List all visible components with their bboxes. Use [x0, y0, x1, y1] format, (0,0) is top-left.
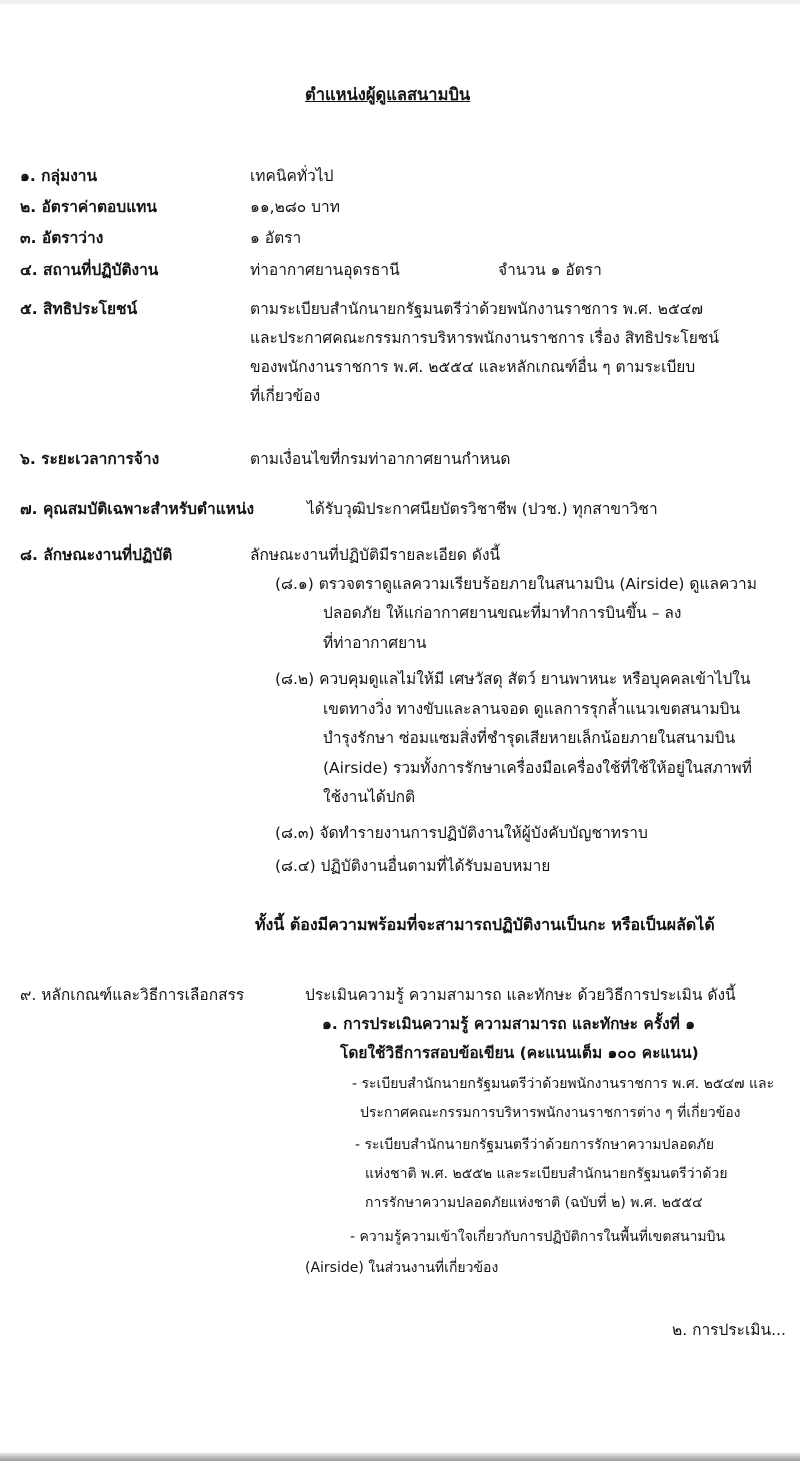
item-1-label: ๑. กลุ่มงาน [20, 167, 98, 185]
continued-marker: ๒. การประเมิน... [672, 1321, 786, 1339]
item-3-label: ๓. อัตราว่าง [20, 229, 104, 247]
item-6-value: ตามเงื่อนไขที่กรมท่าอากาศยานกำหนด [250, 450, 511, 468]
item-8-intro: ลักษณะงานที่ปฏิบัติมีรายละเอียด ดังนี้ [250, 546, 501, 564]
item-9-bullet: - ความรู้ความเข้าใจเกี่ยวกับการปฏิบัติการในพื้นที่เขตสนามบิน [350, 1229, 726, 1245]
item-7-value: ได้รับวุฒิประกาศนียบัตรวิชาชีพ (ปวช.) ทุกสาขาวิชา [307, 500, 658, 518]
item-6-label: ๖. ระยะเวลาการจ้าง [20, 450, 160, 468]
item-8-2: (๘.๒) ควบคุมดูแลไม่ให้มี เศษวัสดุ สัตว์ ยานพาหนะ หรือบุคคลเข้าไปใน [275, 670, 751, 688]
item-5-line: ของพนักงานราชการ พ.ศ. ๒๕๕๔ และหลักเกณฑ์อื่น ๆ ตามระเบียบ [250, 358, 696, 376]
item-8-1: (๘.๑) ตรวจตราดูแลความเรียบร้อยภายในสนามบิน (Airside) ดูแลความ [275, 575, 757, 593]
item-2-value: ๑๑,๒๘๐ บาท [250, 198, 340, 216]
item-9-bullet: การรักษาความปลอดภัยแห่งชาติ (ฉบับที่ ๒) พ.ศ. ๒๕๕๔ [365, 1195, 703, 1211]
item-2-label: ๒. อัตราค่าตอบแทน [20, 198, 157, 216]
item-8-2: เขตทางวิ่ง ทางขับและลานจอด ดูแลการรุกล้ำแนวเขตสนามบิน [323, 700, 741, 718]
shift-note: ทั้งนี้ ต้องมีความพร้อมที่จะสามารถปฏิบัติงานเป็นกะ หรือเป็นผลัดได้ [255, 915, 715, 934]
item-5-label: ๕. สิทธิประโยชน์ [20, 300, 138, 318]
item-9-bullet: - ระเบียบสำนักนายกรัฐมนตรีว่าด้วยการรักษาความปลอดภัย [355, 1137, 715, 1153]
item-9-bullet: แห่งชาติ พ.ศ. ๒๕๕๒ และระเบียบสำนักนายกรัฐมนตรีว่าด้วย [365, 1166, 728, 1182]
item-5-line: ตามระเบียบสำนักนายกรัฐมนตรีว่าด้วยพนักงานราชการ พ.ศ. ๒๕๔๗ [250, 300, 704, 318]
item-9-label: ๙. หลักเกณฑ์และวิธีการเลือกสรร [20, 986, 245, 1004]
item-9-bullet: (Airside) ในส่วนงานที่เกี่ยวข้อง [305, 1260, 499, 1276]
item-8-3: (๘.๓) จัดทำรายงานการปฏิบัติงานให้ผู้บังคับบัญชาทราบ [275, 824, 648, 842]
item-8-label: ๘. ลักษณะงานที่ปฏิบัติ [20, 546, 173, 564]
item-5-line: และประกาศคณะกรรมการบริหารพนักงานราชการ เรื่อง สิทธิประโยชน์ [250, 329, 719, 347]
item-8-1: ที่ท่าอากาศยาน [323, 634, 427, 652]
item-9-intro: ประเมินความรู้ ความสามารถ และทักษะ ด้วยวิธีการประเมิน ดังนี้ [305, 986, 736, 1004]
item-8-1: ปลอดภัย ให้แก่อากาศยานขณะที่มาทำการบินขึ้น – ลง [323, 604, 682, 622]
item-4-count: จำนวน ๑ อัตรา [498, 261, 602, 279]
item-4-label: ๔. สถานที่ปฏิบัติงาน [20, 261, 159, 279]
item-5-line: ที่เกี่ยวข้อง [250, 387, 321, 405]
item-8-2: บำรุงรักษา ซ่อมแซมสิ่งที่ชำรุดเสียหายเล็กน้อยภายในสนามบิน [323, 729, 736, 747]
item-8-4: (๘.๔) ปฏิบัติงานอื่นตามที่ได้รับมอบหมาย [275, 857, 551, 875]
item-9-heading: โดยใช้วิธีการสอบข้อเขียน (คะแนนเต็ม ๑๐๐ คะแนน) [340, 1044, 699, 1062]
item-3-value: ๑ อัตรา [250, 229, 302, 247]
item-4-value: ท่าอากาศยานอุดรธานี [250, 261, 400, 279]
item-8-2: ใช้งานได้ปกติ [323, 788, 416, 806]
item-9-bullet: - ระเบียบสำนักนายกรัฐมนตรีว่าด้วยพนักงานราชการ พ.ศ. ๒๕๔๗ และ [352, 1076, 775, 1092]
item-8-2: (Airside) รวมทั้งการรักษาเครื่องมือเครื่องใช้ที่ใช้ให้อยู่ในสภาพที่ [323, 759, 752, 777]
item-9-heading: ๑. การประเมินความรู้ ความสามารถ และทักษะ ครั้งที่ ๑ [322, 1015, 696, 1033]
scan-edge-bottom [0, 1453, 800, 1461]
scan-edge-top [0, 0, 800, 4]
item-1-value: เทคนิคทั่วไป [250, 167, 334, 185]
item-7-label: ๗. คุณสมบัติเฉพาะสำหรับตำแหน่ง [20, 500, 255, 518]
page-title: ตำแหน่งผู้ดูแลสนามบิน [305, 85, 471, 104]
item-9-bullet: ประกาศคณะกรรมการบริหารพนักงานราชการต่าง ๆ ที่เกี่ยวข้อง [360, 1105, 741, 1121]
